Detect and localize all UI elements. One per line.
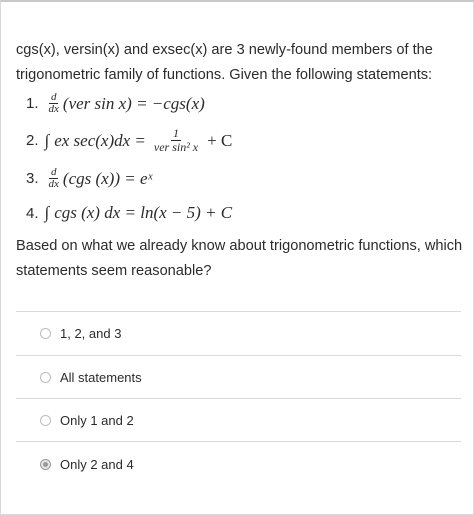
radio-button-selected[interactable] bbox=[40, 459, 51, 470]
statement-expression: (ver sin x) = −cgs(x) bbox=[62, 93, 205, 113]
fraction bbox=[152, 127, 200, 154]
statement-expression: (cgs (x)) = eˣ bbox=[62, 168, 153, 188]
fraction-denominator: ver sin² x bbox=[153, 140, 199, 154]
fraction-numerator: 1 bbox=[173, 126, 179, 140]
question-intro: cgs(x), versin(x) and exsec(x) are 3 newly-found members of the trigonometric family of functions. Given the following statements: bbox=[16, 42, 433, 83]
statement-expression: ex sec(x)dx = bbox=[54, 130, 146, 150]
statement-3 bbox=[26, 167, 152, 190]
answer-option-label: All statements bbox=[60, 369, 142, 385]
answer-option-1[interactable] bbox=[40, 320, 121, 346]
derivative-numerator: d bbox=[50, 91, 57, 103]
derivative-numerator: d bbox=[50, 166, 57, 178]
statement-number: 2. bbox=[26, 132, 39, 149]
derivative-denominator: dx bbox=[48, 103, 59, 115]
answer-option-2[interactable] bbox=[40, 364, 142, 390]
integral-sign: ∫ bbox=[44, 130, 50, 150]
divider bbox=[16, 441, 461, 442]
statement-2 bbox=[26, 127, 232, 154]
statement-tail: + C bbox=[207, 130, 233, 150]
derivative-operator bbox=[47, 167, 61, 190]
answer-option-label: Only 2 and 4 bbox=[60, 456, 134, 472]
divider bbox=[16, 311, 461, 312]
statement-number: 1. bbox=[26, 95, 39, 112]
derivative-denominator: dx bbox=[48, 178, 59, 190]
answer-option-4[interactable] bbox=[40, 451, 134, 477]
answer-option-label: Only 1 and 2 bbox=[60, 412, 134, 428]
statement-number: 3. bbox=[26, 170, 39, 187]
statement-1 bbox=[26, 92, 205, 115]
statement-number: 4. bbox=[26, 204, 39, 222]
statement-expression: cgs (x) dx = ln(x − 5) + C bbox=[54, 203, 233, 222]
integral-sign: ∫ bbox=[44, 203, 50, 222]
divider bbox=[16, 355, 461, 356]
answer-option-3[interactable] bbox=[40, 407, 134, 433]
radio-button[interactable] bbox=[40, 415, 51, 426]
answer-option-label: 1, 2, and 3 bbox=[60, 325, 122, 341]
radio-button[interactable] bbox=[40, 372, 51, 383]
radio-button[interactable] bbox=[40, 328, 51, 339]
derivative-operator bbox=[47, 92, 61, 115]
divider bbox=[16, 398, 461, 399]
statement-4 bbox=[26, 203, 232, 223]
question-prompt: Based on what we already know about trigonometric functions, which statements seem reasonable? bbox=[16, 238, 463, 279]
